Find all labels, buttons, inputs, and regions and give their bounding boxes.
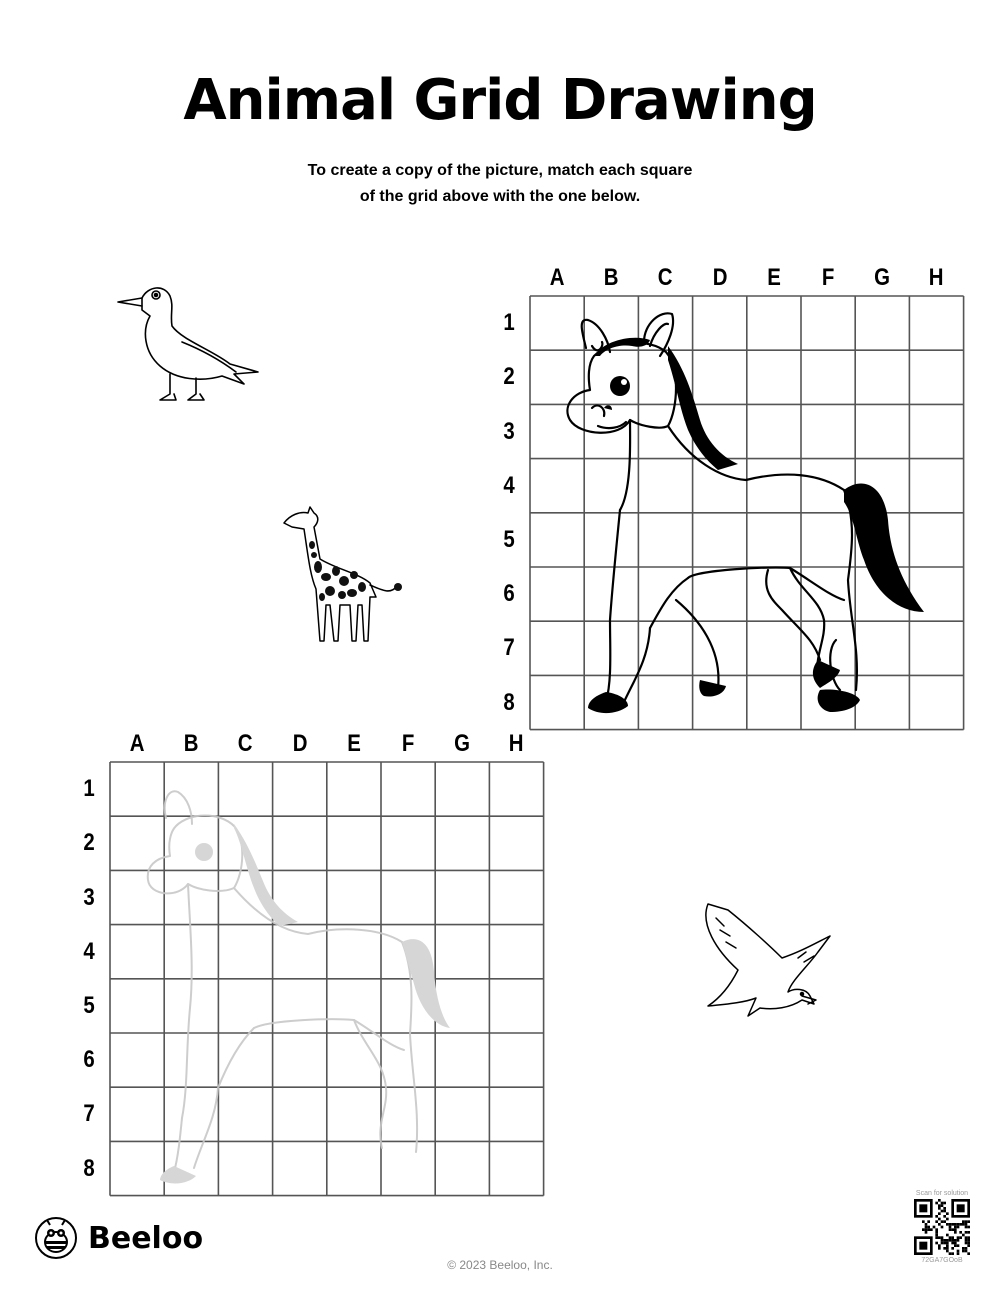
- qr-module: [941, 1239, 944, 1242]
- reference-row-label-5: 5: [503, 525, 515, 553]
- qr-module: [951, 1236, 954, 1239]
- drawing-column-label-d: D: [292, 730, 308, 757]
- qr-module: [946, 1212, 949, 1215]
- qr-module: [927, 1220, 930, 1223]
- qr-module: [965, 1250, 968, 1253]
- reference-grid: [500, 260, 970, 740]
- qr-module: [941, 1204, 944, 1207]
- qr-module: [946, 1247, 949, 1250]
- qr-code-id: 72GA7GOoB: [921, 1257, 963, 1264]
- qr-module: [951, 1252, 954, 1255]
- drawing-row-label-5: 5: [83, 991, 95, 1019]
- qr-finder-module: [957, 1204, 965, 1212]
- qr-caption: Scan for solution: [915, 1190, 969, 1197]
- qr-module: [935, 1228, 938, 1231]
- qr-block: [912, 1190, 972, 1264]
- qr-module: [949, 1239, 952, 1242]
- qr-module: [951, 1247, 954, 1250]
- eagle-illustration: [690, 900, 840, 1030]
- qr-module: [957, 1239, 960, 1242]
- qr-module: [938, 1199, 941, 1202]
- qr-module: [935, 1220, 938, 1223]
- brand-logo: [34, 1216, 203, 1260]
- qr-module: [935, 1231, 938, 1234]
- qr-module: [967, 1226, 970, 1229]
- reference-row-label-8: 8: [503, 688, 515, 716]
- drawing-column-label-h: H: [509, 730, 524, 757]
- qr-module: [954, 1231, 957, 1234]
- reference-row-label-1: 1: [503, 309, 515, 337]
- drawing-column-label-g: G: [454, 730, 471, 757]
- drawing-row-label-7: 7: [83, 1100, 95, 1128]
- qr-module: [965, 1226, 968, 1229]
- qr-module: [949, 1236, 952, 1239]
- qr-module: [946, 1244, 949, 1247]
- reference-column-label-c: C: [658, 264, 673, 291]
- qr-module: [922, 1228, 925, 1231]
- qr-module: [967, 1236, 970, 1239]
- qr-module: [927, 1226, 930, 1229]
- qr-module: [946, 1250, 949, 1253]
- qr-module: [925, 1223, 928, 1226]
- qr-module: [938, 1207, 941, 1210]
- seagull-illustration: [112, 280, 267, 410]
- qr-module: [943, 1242, 946, 1245]
- reference-row-label-6: 6: [503, 580, 515, 608]
- qr-module: [959, 1236, 962, 1239]
- qr-module: [925, 1231, 928, 1234]
- qr-finder-module: [919, 1204, 927, 1212]
- qr-module: [922, 1220, 925, 1223]
- qr-module: [951, 1239, 954, 1242]
- drawing-column-label-b: B: [183, 730, 199, 757]
- qr-module: [930, 1228, 933, 1231]
- qr-module: [954, 1226, 957, 1229]
- reference-row-label-4: 4: [503, 471, 515, 499]
- qr-module: [938, 1218, 941, 1221]
- qr-module: [935, 1234, 938, 1237]
- page-title: Animal Grid Drawing: [183, 68, 817, 133]
- qr-module: [954, 1242, 957, 1245]
- qr-module: [965, 1236, 968, 1239]
- qr-code-icon[interactable]: [914, 1199, 970, 1255]
- drawing-grid-lines: [70, 728, 550, 1203]
- qr-module: [957, 1244, 960, 1247]
- qr-module: [967, 1242, 970, 1245]
- qr-module: [967, 1220, 970, 1223]
- qr-module: [943, 1207, 946, 1210]
- drawing-row-label-4: 4: [83, 937, 95, 965]
- instructions-line-2: of the grid above with the one below.: [359, 188, 641, 205]
- qr-module: [957, 1226, 960, 1229]
- qr-module: [925, 1228, 928, 1231]
- qr-module: [943, 1220, 946, 1223]
- reference-row-label-7: 7: [503, 634, 515, 662]
- brand-name: Beeloo: [88, 1220, 204, 1256]
- reference-column-label-a: A: [549, 264, 565, 291]
- qr-module: [967, 1239, 970, 1242]
- qr-module: [951, 1242, 954, 1245]
- drawing-row-label-8: 8: [83, 1154, 95, 1182]
- reference-row-label-2: 2: [503, 363, 515, 391]
- qr-module: [938, 1244, 941, 1247]
- qr-module: [962, 1250, 965, 1253]
- qr-module: [941, 1210, 944, 1213]
- qr-module: [927, 1228, 930, 1231]
- horse-guide-illustration: [148, 791, 417, 1172]
- drawing-row-label-3: 3: [83, 883, 95, 911]
- drawing-grid: [70, 728, 550, 1203]
- qr-module: [954, 1223, 957, 1226]
- reference-column-label-e: E: [767, 264, 781, 291]
- qr-module: [941, 1226, 944, 1229]
- reference-row-label-3: 3: [503, 417, 515, 445]
- qr-module: [949, 1252, 952, 1255]
- qr-module: [938, 1223, 941, 1226]
- qr-module: [925, 1226, 928, 1229]
- qr-module: [943, 1247, 946, 1250]
- qr-module: [965, 1220, 968, 1223]
- qr-finder-module: [919, 1242, 927, 1250]
- qr-module: [933, 1226, 936, 1229]
- qr-module: [938, 1236, 941, 1239]
- qr-module: [946, 1242, 949, 1245]
- qr-module: [967, 1231, 970, 1234]
- drawing-row-label-6: 6: [83, 1046, 95, 1074]
- qr-module: [951, 1228, 954, 1231]
- drawing-row-label-1: 1: [83, 775, 95, 803]
- qr-module: [965, 1242, 968, 1245]
- qr-module: [967, 1252, 970, 1255]
- qr-module: [935, 1242, 938, 1245]
- reference-grid-lines: [500, 260, 970, 740]
- qr-module: [938, 1204, 941, 1207]
- qr-module: [965, 1223, 968, 1226]
- qr-module: [965, 1247, 968, 1250]
- reference-grid-lines-group: [530, 296, 964, 730]
- qr-module: [946, 1218, 949, 1221]
- qr-module: [957, 1250, 960, 1253]
- qr-module: [935, 1202, 938, 1205]
- qr-module: [941, 1202, 944, 1205]
- qr-module: [935, 1236, 938, 1239]
- qr-module: [943, 1202, 946, 1205]
- qr-module: [949, 1228, 952, 1231]
- qr-module: [943, 1210, 946, 1213]
- qr-module: [941, 1242, 944, 1245]
- qr-module: [962, 1220, 965, 1223]
- reference-column-label-g: G: [874, 264, 891, 291]
- reference-column-label-f: F: [821, 264, 835, 291]
- drawing-column-label-c: C: [238, 730, 253, 757]
- qr-module: [959, 1231, 962, 1234]
- qr-module: [943, 1215, 946, 1218]
- horse-illustration: [567, 313, 856, 702]
- reference-column-label-d: D: [712, 264, 728, 291]
- giraffe-illustration: [280, 505, 405, 650]
- reference-column-label-b: B: [603, 264, 619, 291]
- drawing-column-label-f: F: [401, 730, 415, 757]
- qr-module: [954, 1228, 957, 1231]
- qr-module: [935, 1215, 938, 1218]
- qr-module: [962, 1247, 965, 1250]
- qr-module: [943, 1239, 946, 1242]
- instructions-line-1: To create a copy of the picture, match each square: [307, 162, 693, 179]
- qr-module: [946, 1234, 949, 1237]
- qr-module: [949, 1223, 952, 1226]
- copyright: © 2023 Beeloo, Inc.: [447, 1258, 553, 1272]
- qr-module: [959, 1223, 962, 1226]
- qr-module: [941, 1236, 944, 1239]
- qr-module: [965, 1231, 968, 1234]
- drawing-row-label-2: 2: [83, 829, 95, 857]
- qr-module: [954, 1239, 957, 1242]
- qr-module: [957, 1252, 960, 1255]
- qr-module: [962, 1234, 965, 1237]
- qr-module: [965, 1239, 968, 1242]
- reference-column-label-h: H: [929, 264, 944, 291]
- drawing-column-label-e: E: [347, 730, 361, 757]
- qr-module: [967, 1244, 970, 1247]
- bee-logo-icon: [34, 1216, 78, 1260]
- qr-module: [957, 1223, 960, 1226]
- qr-module: [957, 1236, 960, 1239]
- qr-module: [938, 1247, 941, 1250]
- qr-module: [954, 1244, 957, 1247]
- qr-module: [941, 1220, 944, 1223]
- qr-module: [946, 1239, 949, 1242]
- qr-module: [951, 1223, 954, 1226]
- drawing-column-label-a: A: [129, 730, 145, 757]
- instructions: [0, 158, 1000, 210]
- qr-module: [949, 1226, 952, 1229]
- qr-module: [962, 1223, 965, 1226]
- qr-module: [938, 1212, 941, 1215]
- qr-module: [946, 1223, 949, 1226]
